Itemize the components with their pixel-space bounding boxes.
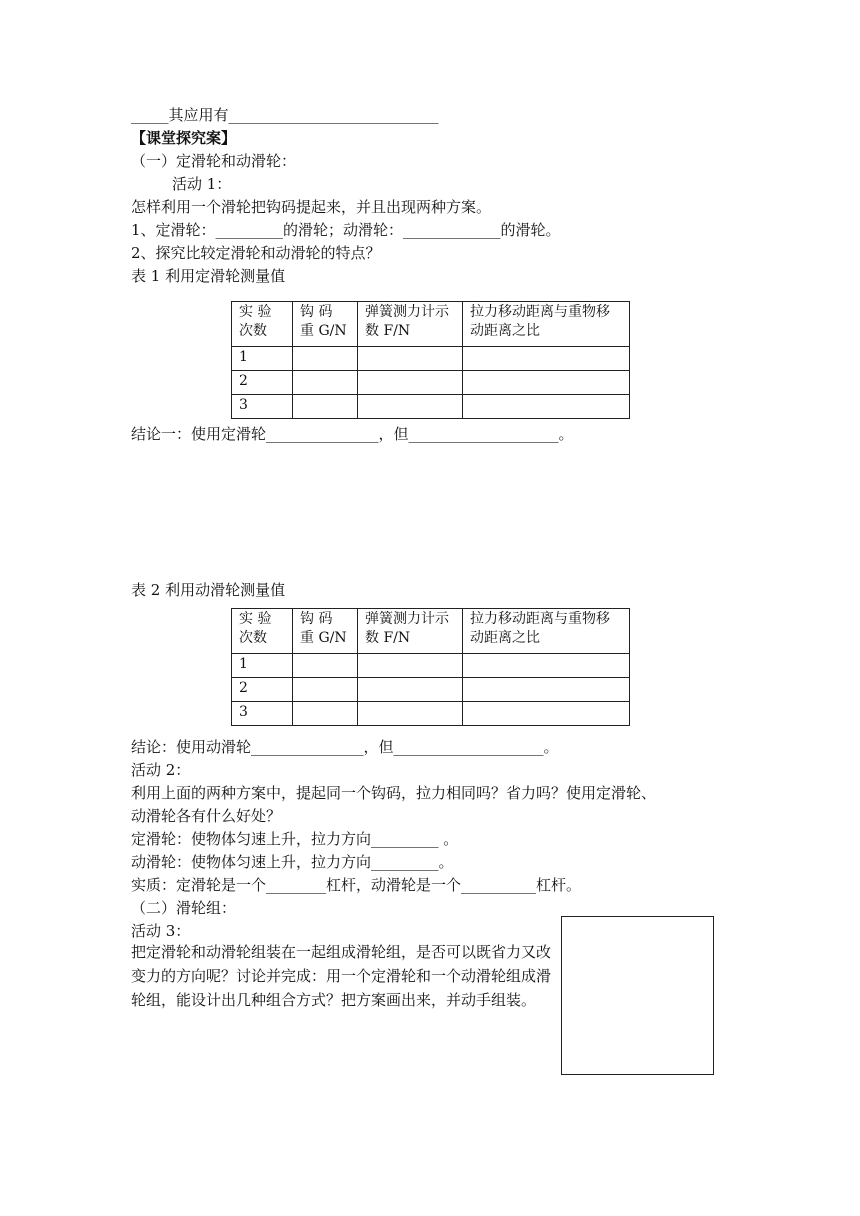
header-cell: 弹簧测力计示数 F/N (358, 302, 463, 347)
activity2-label: 活动 2： (131, 761, 191, 779)
row-number: 1 (232, 654, 293, 678)
explore-question: 2、探究比较定滑轮和动滑轮的特点？ (131, 244, 381, 262)
activity3-paragraph: 把定滑轮和动滑轮组装在一起组成滑轮组，是否可以既省力又改变力的方向呢？讨论并完成：用一个定滑轮和一个动滑轮组成滑轮组，能设计出几种组合方式？把方案画出来，并动手组装。 (131, 943, 552, 1009)
table2-caption: 表 2 利用动滑轮测量值 (131, 581, 286, 599)
activity1-label: 活动 1： (172, 175, 232, 193)
subsection-heading-2: （二）滑轮组： (131, 899, 237, 917)
activity3-label: 活动 3： (131, 922, 191, 940)
conclusion1: 结论一：使用定滑轮_______________，但____________________。 (131, 425, 574, 443)
movable-pulley-direction: 动滑轮：使物体匀速上升，拉力方向_________。 (131, 853, 454, 871)
header-cell: 钩 码 重 G/N (293, 302, 358, 347)
row-number: 3 (232, 702, 293, 726)
section-heading: 【课堂探究案】 (131, 129, 237, 147)
header-cell: 拉力移动距离与重物移动距离之比 (463, 609, 630, 654)
fixed-pulley-direction: 定滑轮：使物体匀速上升，拉力方向_________ 。 (131, 830, 459, 848)
activity1-question: 怎样利用一个滑轮把钩码提起来，并且出现两种方案。 (131, 198, 492, 216)
header-cell: 拉力移动距离与重物移动距离之比 (463, 302, 630, 347)
essence-line: 实质：定滑轮是一个________杠杆，动滑轮是一个__________杠杆。 (131, 876, 582, 894)
conclusion2: 结论：使用动滑轮_______________，但____________________。 (131, 738, 559, 756)
table-row (232, 654, 630, 678)
table1-caption: 表 1 利用定滑轮测量值 (131, 267, 286, 285)
header-cell: 实 验 次数 (232, 302, 293, 347)
row-number: 2 (232, 678, 293, 702)
definition-line: 1、定滑轮：_________的滑轮；动滑轮：_____________的滑轮。 (131, 221, 561, 239)
row-number: 3 (232, 395, 293, 419)
subsection-heading: （一）定滑轮和动滑轮： (131, 152, 297, 170)
table-row (232, 371, 630, 395)
row-number: 1 (232, 347, 293, 371)
table-movable-pulley (231, 608, 630, 726)
activity2-question-1: 利用上面的两种方案中，提起同一个钩码，拉力相同吗？省力吗？使用定滑轮、 (131, 784, 657, 802)
table-row (232, 395, 630, 419)
header-cell: 弹簧测力计示数 F/N (358, 609, 463, 654)
drawing-area-box (561, 916, 714, 1075)
header-cell: 实 验 次数 (232, 609, 293, 654)
table-row (232, 678, 630, 702)
activity2-question-2: 动滑轮各有什么好处？ (131, 807, 282, 825)
row-number: 2 (232, 371, 293, 395)
header-cell: 钩 码 重 G/N (293, 609, 358, 654)
table-row (232, 702, 630, 726)
blank-line-application: _____其应用有____________________________ (131, 106, 439, 124)
table-row (232, 347, 630, 371)
table-fixed-pulley (231, 301, 630, 419)
